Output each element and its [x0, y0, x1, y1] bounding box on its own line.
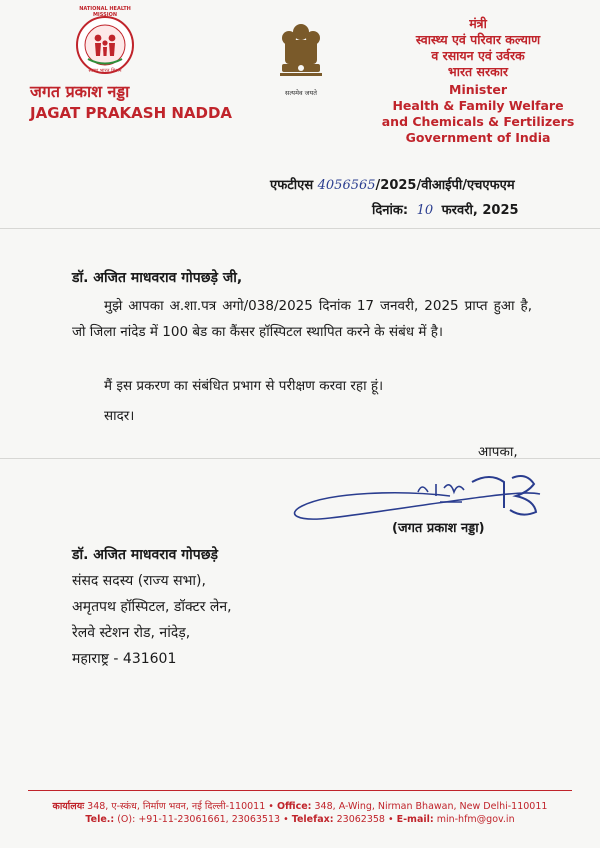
- designation-line: Health & Family Welfare: [392, 98, 564, 113]
- ministry-designation: [378, 16, 578, 146]
- reference-prefix: एफटीएस: [270, 178, 314, 193]
- signatory-name: (जगत प्रकाश नड्डा): [392, 521, 485, 536]
- letter-paragraph-1: [72, 293, 532, 345]
- designation-line: Minister: [449, 82, 507, 97]
- minister-name-hindi: जगत प्रकाश नड्डा: [30, 82, 130, 101]
- closing: आपका,: [478, 444, 518, 460]
- address-line: रेलवे स्टेशन रोड, नांदेड़,: [72, 625, 191, 641]
- designation-line: व रसायन एवं उर्वरक: [431, 48, 525, 63]
- reference-handwritten-number: 4056565: [317, 178, 376, 193]
- paragraph-text: मुझे आपका अ.शा.पत्र अगो/038/2025 दिनांक 17 जनवरी, 2025 प्राप्त हुआ है, जो जिला नांदेड में 100 बेड का कैंसर हॉस्पिटल स्थापित करने के संबंध में है।: [72, 298, 532, 340]
- date-label: दिनांक:: [372, 203, 409, 218]
- reference-number: [270, 175, 515, 193]
- address-line: संसद सदस्य (राज्य सभा),: [72, 573, 206, 589]
- date-month-year: फरवरी, 2025: [441, 203, 519, 218]
- footer-contact: Tele.: (O): +91-11-23061661, 23063513 • Telefax: 23062358 • E-mail: min-hfm@gov.in: [85, 814, 515, 825]
- footer-email: min-hfm@gov.in: [436, 814, 515, 825]
- minister-name-english: JAGAT PRAKASH NADDA: [30, 104, 233, 122]
- designation-line: मंत्री: [469, 16, 487, 31]
- reference-suffix: /2025/वीआईपी/एचएफएम: [375, 178, 515, 193]
- letter-date: [372, 200, 519, 218]
- designation-line: स्वास्थ्य एवं परिवार कल्याण: [415, 32, 541, 47]
- footer-office: कार्यालयः 348, ए-स्कंध, निर्माण भवन, नई दिल्ली-110011 • Office: 348, A-Wing, Nirman Bhawan, New Delhi-110011: [52, 801, 548, 812]
- paragraph-text: मैं इस प्रकरण का संबंधित प्रभाग से परीक्षण करवा रहा हूं।: [104, 378, 384, 394]
- paragraph-text: सादर।: [104, 408, 135, 424]
- designation-line: भारत सरकार: [447, 64, 509, 79]
- letter-paragraph-3: [72, 403, 532, 429]
- salutation: डॉ. अजित माधवराव गोपछड़े जी,: [72, 270, 243, 286]
- designation-line: and Chemicals & Fertilizers: [381, 114, 575, 129]
- recipient-name: डॉ. अजित माधवराव गोपछड़े: [72, 547, 219, 563]
- address-line: महाराष्ट्र - 431601: [72, 651, 177, 667]
- date-day-handwritten: 10: [416, 203, 434, 218]
- minister-name-block: [30, 80, 232, 122]
- recipient-address: [72, 542, 232, 672]
- paper-fold: [0, 228, 600, 229]
- address-line: अमृतपथ हॉस्पिटल, डॉक्टर लेन,: [72, 599, 232, 615]
- state-emblem: [276, 20, 326, 90]
- emblem-motto: सत्यमेव जयते: [285, 89, 317, 97]
- footer-divider: [28, 790, 572, 791]
- letter-paragraph-2: [72, 373, 532, 399]
- designation-line: Government of India: [405, 130, 551, 145]
